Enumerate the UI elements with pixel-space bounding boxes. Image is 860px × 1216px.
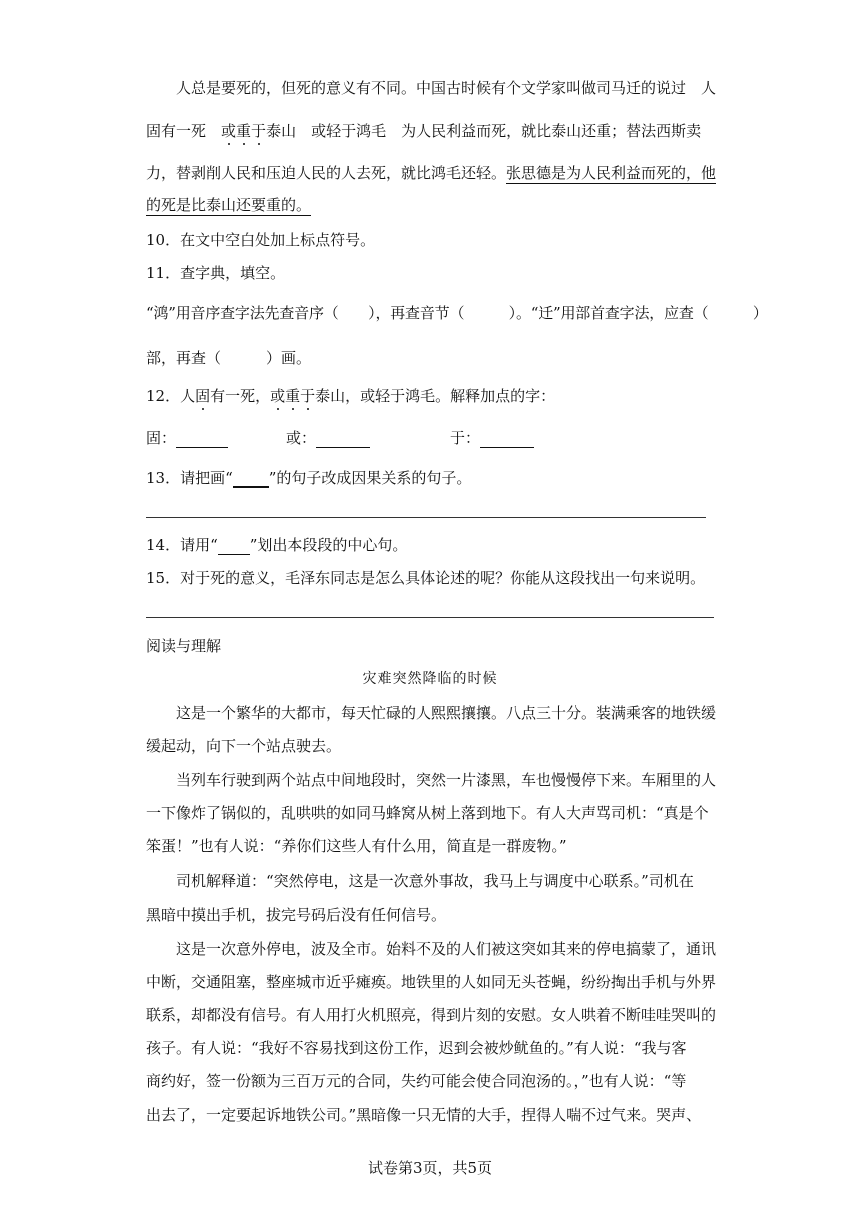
story-line: 笨蛋！”也有人说：“养你们这些人有什么用，简直是一群废物。”	[146, 837, 567, 855]
story-line: 出去了，一定要起诉地铁公司。”黑暗像一只无情的大手，捏得人喘不过气来。哭声、	[146, 1106, 702, 1124]
question-11-line1: “鸿”用音序查字法先查音序（ ），再查音节（ ）。“迁”用部首查字法，应查（ ）	[146, 304, 768, 322]
underline-sample	[218, 540, 250, 555]
story-line: 联系，却都没有信号。有人用打火机照亮，得到片刻的安慰。女人哄着不断哇哇哭叫的	[146, 1006, 717, 1024]
passage-line: 力，替剥削人民和压迫人民的人去死，就比鸿毛还轻。张思德是为人民利益而死的，他	[146, 164, 717, 182]
answer-yu: 于：	[450, 428, 534, 448]
answer-blank[interactable]	[316, 431, 370, 448]
story-line: 孩子。有人说：“我好不容易找到这份工作，迟到会被炒鱿鱼的。”有人说：“我与客	[146, 1039, 687, 1057]
underlined-sentence: 的死是比泰山还要重的。	[146, 196, 312, 214]
passage-line: 人总是要死的，但死的意义有不同。中国古时候有个文学家叫做司马迁的说过 人	[176, 79, 717, 97]
question-13: 13．请把画“ ”的句子改成因果关系的句子。	[146, 469, 472, 487]
question-14: 14．请用“ ”划出本段段的中心句。	[146, 536, 408, 554]
question-12-title: 12．人固有一死，或重于泰山，或轻于鸿毛。解释加点的字：	[146, 387, 556, 405]
question-10: 10．在文中空白处加上标点符号。	[146, 231, 376, 249]
section-title: 阅读与理解	[146, 637, 222, 655]
underlined-sentence: 张思德是为人民利益而死的，他	[506, 164, 717, 182]
answer-line[interactable]	[146, 517, 706, 518]
story-line: 这是一个繁华的大都市，每天忙碌的人熙熙攘攘。八点三十分。装满乘客的地铁缓	[176, 704, 717, 722]
answer-gu: 固：	[146, 428, 228, 448]
passage-line	[146, 195, 311, 215]
story-line: 司机解释道：“突然停电，这是一次意外事故，我马上与调度中心联系。”司机在	[176, 872, 694, 890]
story-title: 灾难突然降临的时候	[362, 671, 498, 687]
answer-blank[interactable]	[480, 431, 534, 448]
question-15: 15．对于死的意义，毛泽东同志是怎么具体论述的呢？你能从这段找出一句来说明。	[146, 569, 706, 587]
story-line: 黑暗中摸出手机，拔完号码后没有任何信号。	[146, 906, 447, 924]
passage-line: 固有一死 或重于泰山 或轻于鸿毛 为人民利益而死，就比泰山还重；替法西斯卖	[146, 122, 702, 140]
question-11-line2: 部，再查（ ）画。	[146, 349, 312, 367]
story-line: 中断，交通阻塞，整座城市近乎瘫痪。地铁里的人如同无头苍蝇，纷纷掏出手机与外界	[146, 973, 717, 991]
story-line: 商约好，签一份额为三百万元的合同，失约可能会使合同泡汤的。，”也有人说：“等	[146, 1072, 687, 1090]
question-11-title: 11．查字典，填空。	[146, 264, 286, 282]
answer-line[interactable]	[146, 617, 714, 618]
page-footer: 试卷第3页，共5页	[367, 1159, 493, 1177]
story-line: 这是一次意外停电，波及全市。始料不及的人们被这突如其来的停电搞蒙了，通讯	[176, 940, 717, 958]
story-line: 一下像炸了锅似的，乱哄哄的如同马蜂窝从树上落到地下。有人大声骂司机：“真是个	[146, 804, 709, 822]
story-line: 当列车行驶到两个站点中间地段时，突然一片漆黑，车也慢慢停下来。车厢里的人	[176, 771, 717, 789]
answer-blank[interactable]	[176, 431, 228, 448]
story-line: 缓起动，向下一个站点驶去。	[146, 737, 342, 755]
underline-sample	[233, 472, 269, 488]
answer-huo: 或：	[286, 428, 370, 448]
